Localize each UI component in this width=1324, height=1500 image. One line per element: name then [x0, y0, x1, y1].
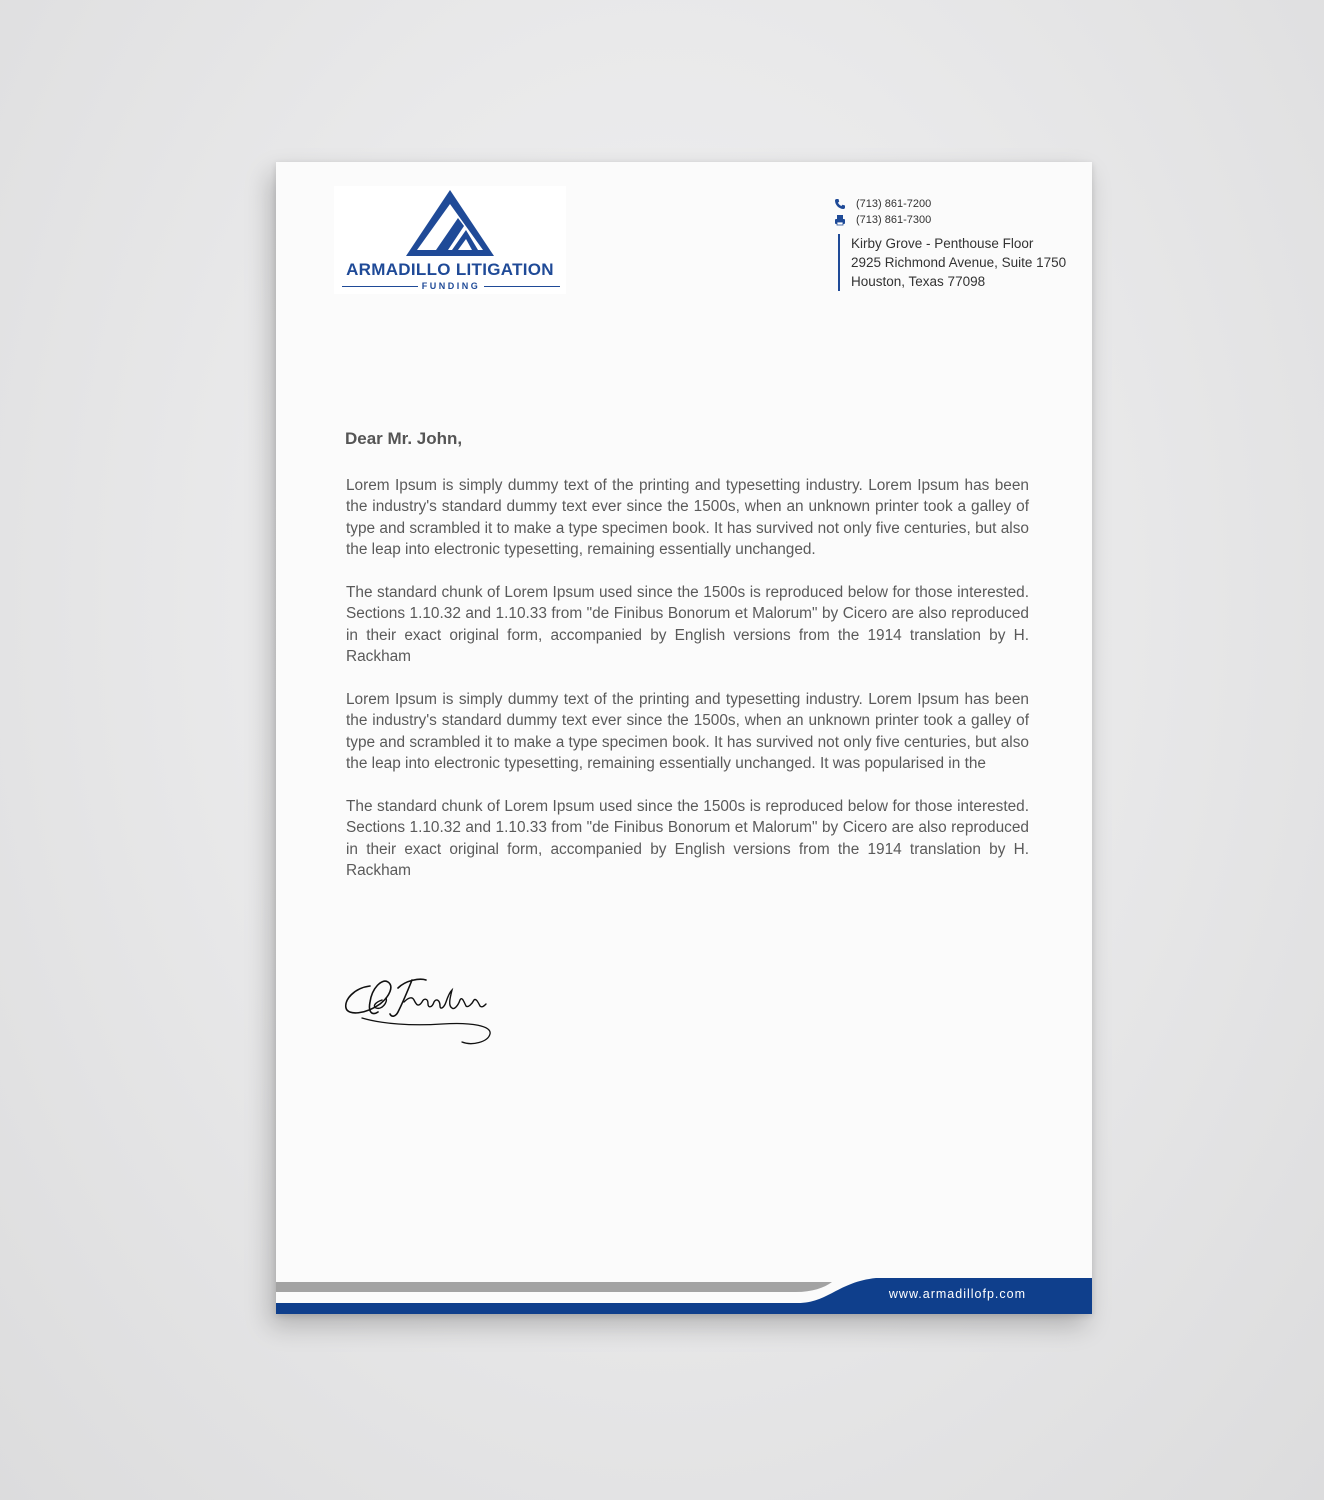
website-url[interactable]: www.armadillofp.com	[888, 1287, 1026, 1301]
body-paragraph: Lorem Ipsum is simply dummy text of the printing and typesetting industry. Lorem Ipsum has been the industry's standard dummy text ever since the 1500s, when an unknown printer took a galley of type and scrambled it to make a type specimen book. It has survived not only five centuries, but also the leap into electronic typesetting, remaining essentially unchanged. It was popularised in the	[346, 691, 1029, 773]
footer-band	[276, 1278, 1092, 1314]
company-subtitle: FUNDING	[421, 281, 481, 291]
address-line: Kirby Grove - Penthouse Floor	[851, 236, 1034, 251]
address-line: Houston, Texas 77098	[851, 274, 986, 289]
body-paragraph: Lorem Ipsum is simply dummy text of the printing and typesetting industry. Lorem Ipsum has been the industry's standard dummy text ever since the 1500s, when an unknown printer took a galley of type and scrambled it to make a type specimen book. It has survived not only five centuries, but also the leap into electronic typesetting, remaining essentially unchanged.	[346, 477, 1029, 559]
company-logo	[334, 186, 566, 294]
letterhead-page	[276, 162, 1092, 1314]
company-sub-row	[342, 281, 560, 291]
phone-number: (713) 861-7200	[856, 198, 932, 210]
signature	[342, 974, 502, 1054]
fax-line	[834, 212, 931, 228]
letter-body	[346, 475, 1029, 903]
triangle-logo-icon	[406, 190, 494, 256]
address-line: 2925 Richmond Avenue, Suite 1750	[851, 255, 1067, 270]
fax-number: (713) 861-7300	[856, 214, 932, 226]
fax-icon	[834, 214, 846, 226]
salutation: Dear Mr. John,	[345, 429, 463, 448]
contact-block	[834, 196, 931, 228]
company-name: ARMADILLO LITIGATION	[346, 260, 554, 279]
divider	[484, 286, 560, 287]
body-paragraph: The standard chunk of Lorem Ipsum used since the 1500s is reproduced below for those interested. Sections 1.10.32 and 1.10.33 from "de Finibus Bonorum et Malorum" by Cicero are also reproduced in their exact original form, accompanied by English versions from the 1914 translation by H. Rackham	[346, 584, 1029, 666]
address-block	[838, 234, 1066, 291]
divider	[342, 286, 418, 287]
phone-icon	[834, 198, 846, 210]
phone-line	[834, 196, 931, 212]
body-paragraph: The standard chunk of Lorem Ipsum used since the 1500s is reproduced below for those interested. Sections 1.10.32 and 1.10.33 from "de Finibus Bonorum et Malorum" by Cicero are also reproduced in their exact original form, accompanied by English versions from the 1914 translation by H. Rackham	[346, 798, 1029, 880]
